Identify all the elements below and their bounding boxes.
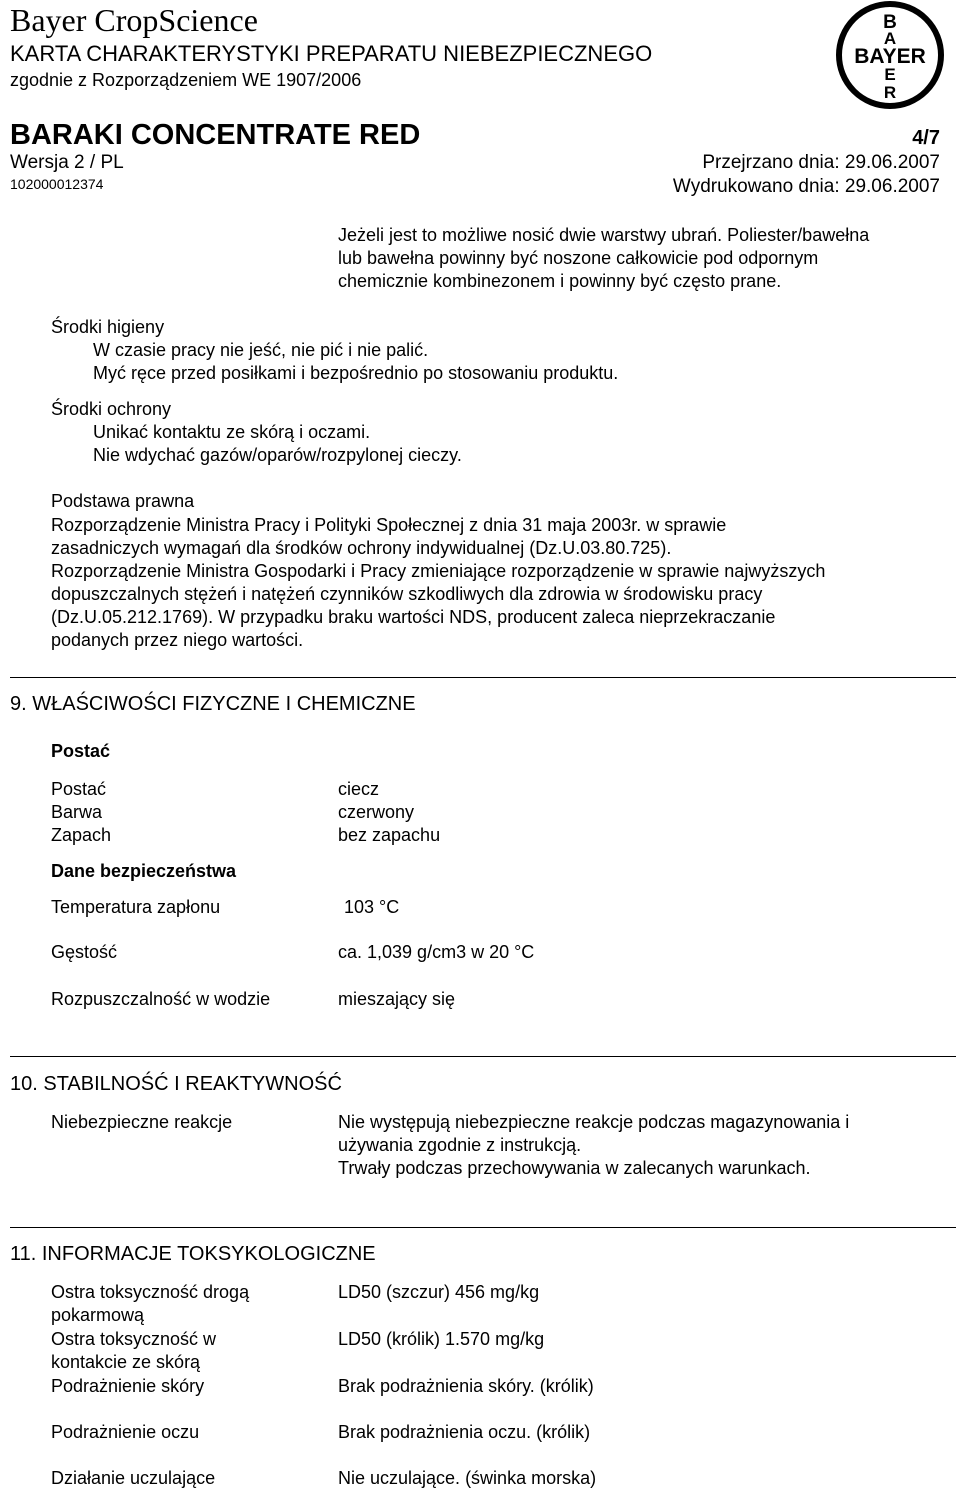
property-value-line: Nie występują niebezpieczne reakcje podczas magazynowania i <box>338 1112 850 1132</box>
hygiene-line: W czasie pracy nie jeść, nie pić i nie palić. <box>93 340 429 360</box>
tox-label-line: pokarmową <box>51 1305 145 1325</box>
logo-letter: E <box>884 65 896 84</box>
property-label: Barwa <box>51 802 103 822</box>
logo-letter: B <box>883 12 897 33</box>
legal-line: Rozporządzenie Ministra Gospodarki i Pracy zmieniające rozporządzenie w sprawie najwyższych <box>51 561 826 581</box>
checked-date: Przejrzano dnia: 29.06.2007 <box>702 152 940 173</box>
tox-label-line: kontakcie ze skórą <box>51 1352 201 1372</box>
property-label: Gęstość <box>51 942 118 962</box>
clothing-note-line: Jeżeli jest to możliwe nosić dwie warstwy ubrań. Poliester/bawełna <box>338 225 870 245</box>
logo-letter: A <box>883 29 897 48</box>
property-label: Zapach <box>51 825 112 845</box>
property-value: mieszający się <box>338 989 456 1009</box>
protection-line: Unikać kontaktu ze skórą i oczami. <box>93 422 371 442</box>
legal-line: dopuszczalnych stężeń i natężeń czynników szkodliwych dla zdrowia w środowisku pracy <box>51 584 763 604</box>
protection-line: Nie wdychać gazów/oparów/rozpylonej cieczy. <box>93 445 462 465</box>
section-divider <box>10 1056 956 1057</box>
logo-word: BAYER <box>854 45 926 68</box>
tox-label-line: Działanie uczulające <box>51 1468 216 1488</box>
property-label: Niebezpieczne reakcje <box>51 1112 233 1132</box>
page-number: 4/7 <box>912 127 940 149</box>
product-name: BARAKI CONCENTRATE RED <box>10 119 421 151</box>
hygiene-heading: Środki higieny <box>51 317 165 337</box>
tox-label-line: Ostra toksyczność drogą <box>51 1282 250 1302</box>
logo-letter: R <box>883 83 897 102</box>
tox-value: LD50 (królik) 1.570 mg/kg <box>338 1329 545 1349</box>
document-title: KARTA CHARAKTERYSTYKI PREPARATU NIEBEZPIECZNEGO <box>10 41 653 66</box>
clothing-note-line: lub bawełna powinny być noszone całkowicie pod odpornym <box>338 248 819 268</box>
protection-heading: Środki ochrony <box>51 399 172 419</box>
property-value-line: używania zgodnie z instrukcją. <box>338 1135 582 1155</box>
tox-label-line: Ostra toksyczność w <box>51 1329 217 1349</box>
legal-line: (Dz.U.05.212.1769). W przypadku braku wartości NDS, producent zaleca nieprzekraczanie <box>51 607 776 627</box>
property-label: Rozpuszczalność w wodzie <box>51 989 271 1009</box>
property-label: Postać <box>51 779 107 799</box>
section-title: 11. INFORMACJE TOKSYKOLOGICZNE <box>10 1243 376 1265</box>
legal-line: Rozporządzenie Ministra Pracy i Polityki Społecznej z dnia 31 maja 2003r. w sprawie <box>51 515 727 535</box>
hygiene-line: Myć ręce przed posiłkami i bezpośrednio po stosowaniu produktu. <box>93 363 619 383</box>
bayer-cross-logo <box>831 0 949 110</box>
legal-line: podanych przez niego wartości. <box>51 630 304 650</box>
property-value: bez zapachu <box>338 825 441 845</box>
property-value-line: Trwały podczas przechowywania w zalecanych warunkach. <box>338 1158 811 1178</box>
property-label: Temperatura zapłonu <box>51 897 221 917</box>
brand-name: Bayer CropScience <box>10 2 258 38</box>
tox-value: Nie uczulające. (świnka morska) <box>338 1468 597 1488</box>
section-title: 9. WŁAŚCIWOŚCI FIZYCZNE I CHEMICZNE <box>10 693 416 715</box>
property-value: 103 °C <box>344 897 400 917</box>
legal-heading: Podstawa prawna <box>51 491 195 511</box>
property-value: ciecz <box>338 779 380 799</box>
tox-value: LD50 (szczur) 456 mg/kg <box>338 1282 540 1302</box>
section-divider <box>10 1227 956 1228</box>
tox-label-line: Podrażnienie oczu <box>51 1422 200 1442</box>
section-title: 10. STABILNOŚĆ I REAKTYWNOŚĆ <box>10 1073 342 1095</box>
property-value: czerwony <box>338 802 415 822</box>
clothing-note-line: chemicznie kombinezonem i powinny być często prane. <box>338 271 782 291</box>
section-divider <box>10 677 956 678</box>
version-label: Wersja 2 / PL <box>10 152 124 173</box>
regulation-line: zgodnie z Rozporządzeniem WE 1907/2006 <box>10 70 362 90</box>
tox-label-line: Podrażnienie skóry <box>51 1376 205 1396</box>
printed-date: Wydrukowano dnia: 29.06.2007 <box>672 176 940 197</box>
legal-line: zasadniczych wymagań dla środków ochrony indywidualnej (Dz.U.03.80.725). <box>51 538 672 558</box>
document-number: 102000012374 <box>10 176 104 192</box>
property-value: ca. 1,039 g/cm3 w 20 °C <box>338 942 535 962</box>
subsection-heading: Dane bezpieczeństwa <box>51 861 237 881</box>
tox-value: Brak podrażnienia oczu. (królik) <box>338 1422 591 1442</box>
tox-value: Brak podrażnienia skóry. (królik) <box>338 1376 594 1396</box>
subsection-heading: Postać <box>51 741 111 761</box>
